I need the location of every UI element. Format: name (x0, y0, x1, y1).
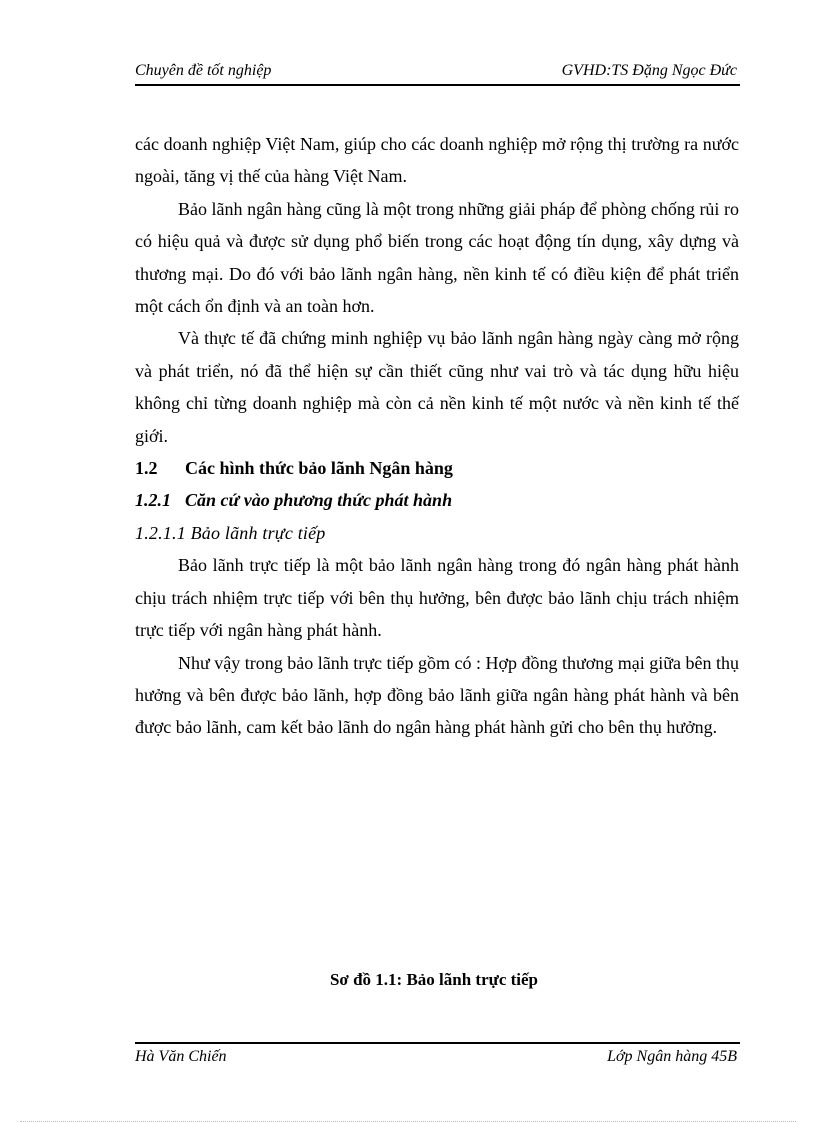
paragraph-2: Bảo lãnh ngân hàng cũng là một trong những giải pháp để phòng chống rủi ro có hiệu quả và được sử dụng phổ biến trong các hoạt động tín dụng, xây dựng và thương mại. Do đó với bảo lãnh ngân hàng, nền kinh tế có điều kiện để phát triển một cách ổn định và an toàn hơn. (135, 198, 739, 317)
header-rule (135, 84, 740, 86)
header-document-title: Chuyên đề tốt nghiệp (135, 62, 272, 79)
paragraph-5: Như vậy trong bảo lãnh trực tiếp gồm có : Hợp đồng thương mại giữa bên thụ hưởng và bên được bảo lãnh, hợp đồng bảo lãnh giữa ngân hàng phát hành và bên được bảo lãnh, cam kết bảo lãnh do ngân hàng phát hành gửi cho bên thụ hưởng. (135, 652, 739, 738)
diagram-caption: Sơ đồ 1.1: Bảo lãnh trực tiếp (329, 970, 539, 989)
paragraph-3: Và thực tế đã chứng minh nghiệp vụ bảo lãnh ngân hàng ngày càng mở rộng và phát triển, nó đã thể hiện sự cần thiết cũng như vai trò và tác dụng hữu hiệu không chỉ từng doanh nghiệp mà còn cả nền kinh tế một nước và nền kinh tế thế giới. (135, 328, 739, 446)
paragraph-4: Bảo lãnh trực tiếp là một bảo lãnh ngân hàng trong đó ngân hàng phát hành chịu trách nhiệm trực tiếp với bên thụ hưởng, bên được bảo lãnh chịu trách nhiệm trực tiếp với ngân hàng phát hành. (135, 555, 739, 641)
page-header (135, 62, 740, 84)
header-supervisor: GVHD:TS Đặng Ngọc Đức (561, 62, 737, 79)
heading-1-2 (135, 452, 739, 484)
heading-1-2-number: 1.2 (135, 458, 158, 479)
footer-rule (135, 1042, 740, 1044)
page-boundary-line (20, 1121, 796, 1122)
heading-1-2-1 (135, 484, 739, 516)
paragraph-1: các doanh nghiệp Việt Nam, giúp cho các doanh nghiệp mở rộng thị trường ra nước ngoài, tăng vị thế của hàng Việt Nam. (135, 134, 739, 187)
heading-1-2-1-text: Căn cứ vào phương thức phát hành (185, 490, 453, 511)
footer-class: Lớp Ngân hàng 45B (607, 1048, 737, 1065)
page-footer (135, 1048, 740, 1070)
heading-1-2-1-1: 1.2.1.1 Bảo lãnh trực tiếp (135, 522, 326, 543)
footer-author: Hà Văn Chiến (135, 1048, 227, 1065)
heading-1-2-1-number: 1.2.1 (135, 490, 171, 511)
heading-1-2-text: Các hình thức bảo lãnh Ngân hàng (185, 458, 453, 479)
page-body (135, 128, 739, 744)
